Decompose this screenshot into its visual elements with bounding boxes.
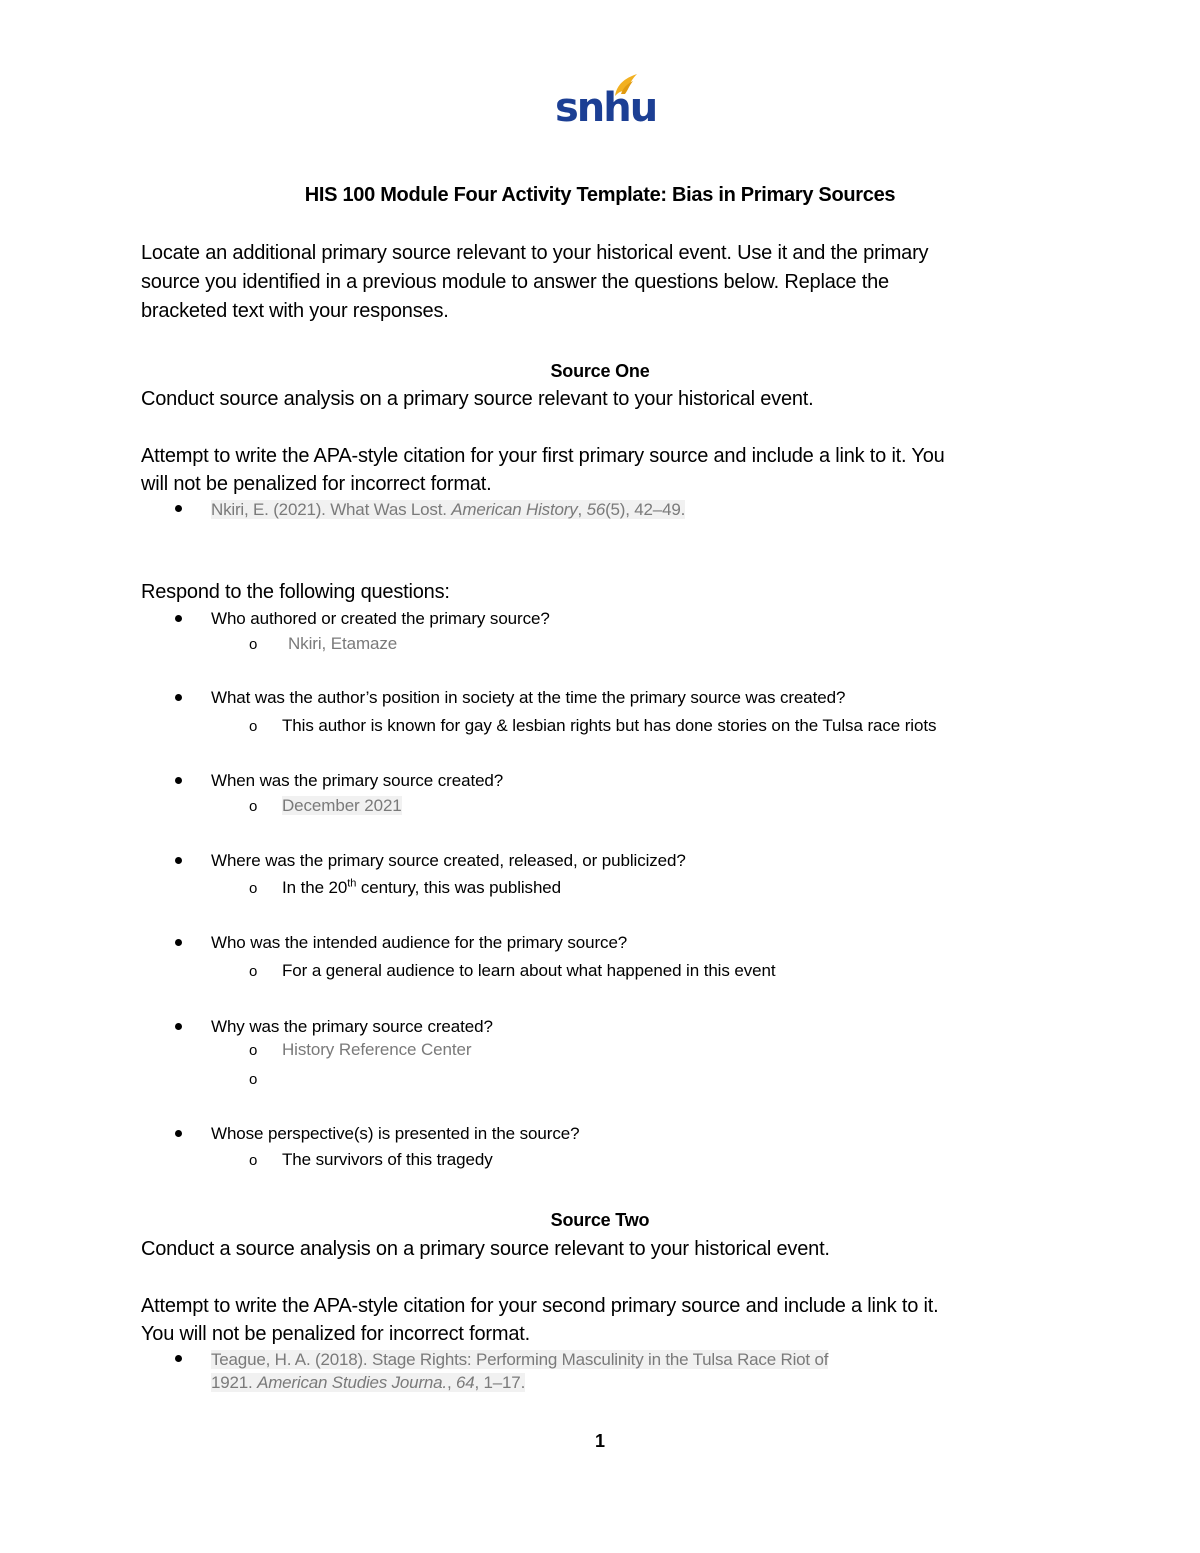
bullet [173, 1353, 183, 1363]
source-one-citation: Nkiri, E. (2021). What Was Lost. American History, 56(5), 42–49. [211, 500, 686, 519]
source-one-instruction: Conduct source analysis on a primary source relevant to your historical event. [141, 388, 814, 410]
logo-text: snhu [555, 85, 657, 131]
sub-bullet: o [249, 963, 258, 980]
question-5: Who was the intended audience for the primary source? [211, 933, 628, 952]
answer-5: For a general audience to learn about what happened in this event [282, 961, 776, 980]
answer-1: Nkiri, Etamaze [288, 634, 398, 653]
page-number: 1 [594, 1431, 605, 1451]
page-title: HIS 100 Module Four Activity Template: Bias in Primary Sources [304, 184, 896, 206]
question-7: Whose perspective(s) is presented in the source? [211, 1124, 580, 1143]
sub-bullet: o [249, 880, 258, 897]
question-3: When was the primary source created? [211, 771, 504, 790]
answer-7: The survivors of this tragedy [282, 1150, 493, 1169]
bullet [173, 855, 183, 865]
answer-4: In the 20th century, this was published [282, 877, 562, 897]
bullet [173, 503, 183, 513]
intro-line-1: Locate an additional primary source relevant to your historical event. Use it and the primary [141, 242, 929, 264]
question-4: Where was the primary source created, released, or publicized? [211, 851, 686, 870]
answer-2: This author is known for gay & lesbian rights but has done stories on the Tulsa race riots [282, 716, 937, 735]
source-one-citation-prompt-2: will not be penalized for incorrect format. [141, 473, 492, 495]
source-two-citation-line-2: 1921. American Studies Journa., 64, 1–17. [211, 1373, 526, 1392]
answer-6: History Reference Center [282, 1040, 472, 1059]
source-two-citation-line-1: Teague, H. A. (2018). Stage Rights: Performing Masculinity in the Tulsa Race Riot of [211, 1350, 829, 1369]
bullet [173, 1128, 183, 1138]
intro-line-3: bracketed text with your responses. [141, 300, 449, 322]
source-two-citation-prompt-2: You will not be penalized for incorrect format. [141, 1323, 530, 1345]
intro-line-2: source you identified in a previous module to answer the questions below. Replace the [141, 271, 889, 293]
bullet [173, 937, 183, 947]
respond-label: Respond to the following questions: [141, 581, 450, 603]
sub-bullet: o [249, 798, 258, 815]
question-2: What was the author’s position in society at the time the primary source was created? [211, 688, 846, 707]
bullet [173, 613, 183, 623]
sub-bullet: o [249, 1152, 258, 1169]
bullet [173, 775, 183, 785]
bullet [173, 1021, 183, 1031]
answer-3: December 2021 [282, 796, 402, 815]
bullet [173, 692, 183, 702]
source-two-citation-prompt-1: Attempt to write the APA-style citation for your second primary source and include a link to it. [141, 1295, 939, 1317]
question-1: Who authored or created the primary source? [211, 609, 550, 628]
sub-bullet: o [249, 1042, 258, 1059]
sub-bullet: o [249, 718, 258, 735]
sub-bullet: o [249, 1071, 258, 1088]
source-two-instruction: Conduct a source analysis on a primary source relevant to your historical event. [141, 1238, 830, 1260]
snhu-logo [555, 72, 657, 134]
sub-bullet: o [249, 636, 258, 653]
source-one-heading: Source One [550, 361, 650, 381]
question-6: Why was the primary source created? [211, 1017, 493, 1036]
source-two-heading: Source Two [550, 1210, 650, 1230]
source-one-citation-prompt-1: Attempt to write the APA-style citation for your first primary source and include a link to it. You [141, 445, 945, 467]
